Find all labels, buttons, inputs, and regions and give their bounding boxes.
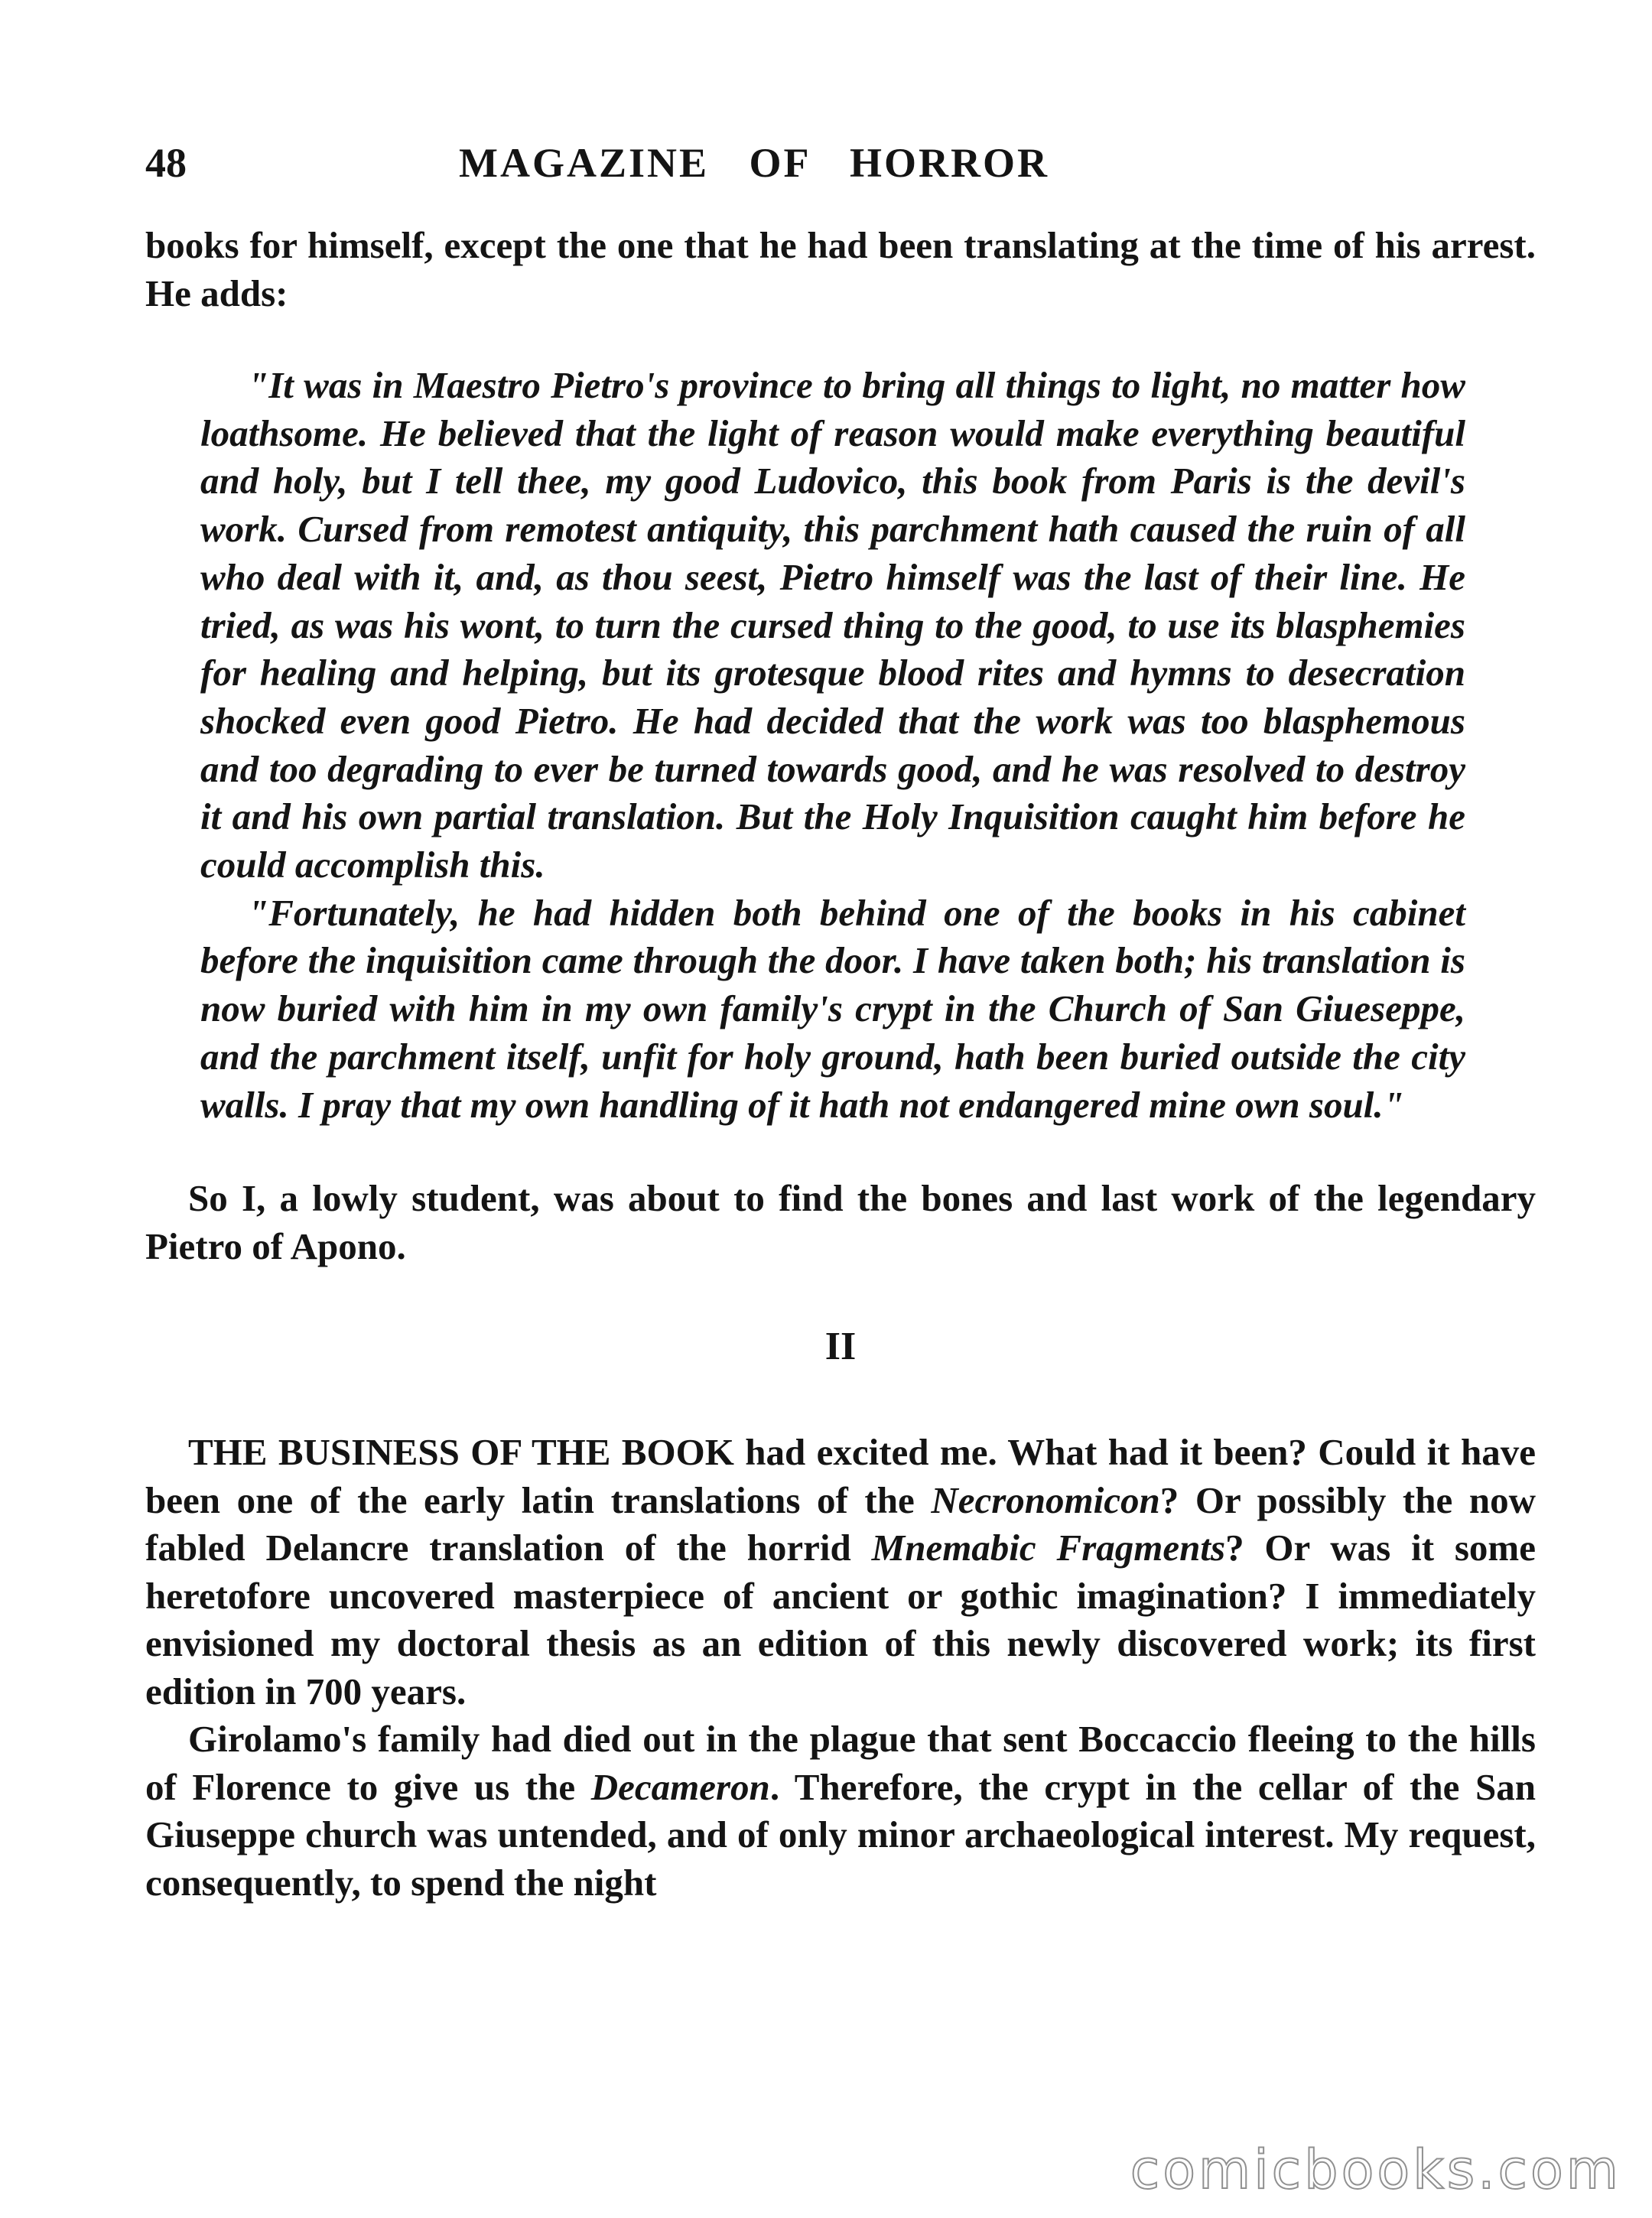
quoted-letter — [200, 362, 1465, 1129]
title-mnemabic-fragments: Mnemabic Fragments — [871, 1527, 1226, 1569]
running-head: MAGAZINE OF HORROR — [459, 140, 1049, 186]
title-decameron: Decameron — [590, 1765, 770, 1808]
text-column — [145, 222, 1536, 1907]
paragraph-3 — [145, 1429, 1536, 1716]
paragraph-3-text-a: THE BUSINESS OF THE BOOK had excited me. What had it been? Could it have been one of the early latin translations of the — [145, 1431, 1536, 1521]
paragraph-1: books for himself, except the one that he had been translating at the time of his arrest. He adds: — [145, 224, 1536, 314]
paragraph-3-text-c: ? Or possibly the now fabled Delancre translation of the horrid — [145, 1478, 1536, 1569]
paragraph-4 — [145, 1716, 1536, 1907]
quote-paragraph-2: "Fortunately, he had hidden both behind one of the books in his cabinet before the inquisition came through the door. I have taken both; his translation is now buried with him in my own family's crypt in the Church of San Giueseppe, and the parchment itself, unfit for holy ground, hath been buried outside the city walls. I pray that my own handling of it hath not endangered mine own soul." — [200, 891, 1465, 1126]
page-header — [145, 139, 1537, 200]
page-number: 48 — [145, 140, 187, 186]
watermark: comicbooks.com — [1130, 2138, 1621, 2201]
title-necronomicon: Necronomicon — [931, 1478, 1160, 1521]
paragraph-3-text-e: ? Or was it some heretofore uncovered masterpiece of ancient or gothic imagination? I immediately envisioned my doctoral thesis as an edition of this newly discovered work; its first edition in 700 years. — [145, 1527, 1537, 1712]
section-numeral: II — [824, 1325, 857, 1369]
paragraph-4-text-c: . Therefore, the crypt in the cellar of the San Giuseppe church was untended, and of only minor archaeological interest. My request, consequently, to spend the night — [145, 1765, 1536, 1904]
paragraph-2: So I, a lowly student, was about to find the bones and last work of the legendary Pietro of Apono. — [145, 1177, 1536, 1267]
paragraph-4-text-a: Girolamo's family had died out in the plague that sent Boccaccio fleeing to the hills of Florence to give us the — [145, 1718, 1536, 1808]
quote-paragraph-1: "It was in Maestro Pietro's province to bring all things to light, no matter how loathsome. He believed that the light of reason would make everything beautiful and holy, but I tell thee, my good Ludovico, this book from Paris is the devil's work. Cursed from remotest antiquity, this parchment hath caused the ruin of all who deal with it, and, as thou seest, Pietro himself was the last of their line. He tried, as was his wont, to turn the cursed thing to the good, to use its blasphemies for healing and helping, but its grotesque blood rites and hymns to desecration shocked even good Pietro. He had decided that the work was too blasphemous and too degrading to ever be turned towards good, and he was resolved to destroy it and his own partial translation. But the Holy Inquisition caught him before he could accomplish this. — [200, 364, 1465, 886]
